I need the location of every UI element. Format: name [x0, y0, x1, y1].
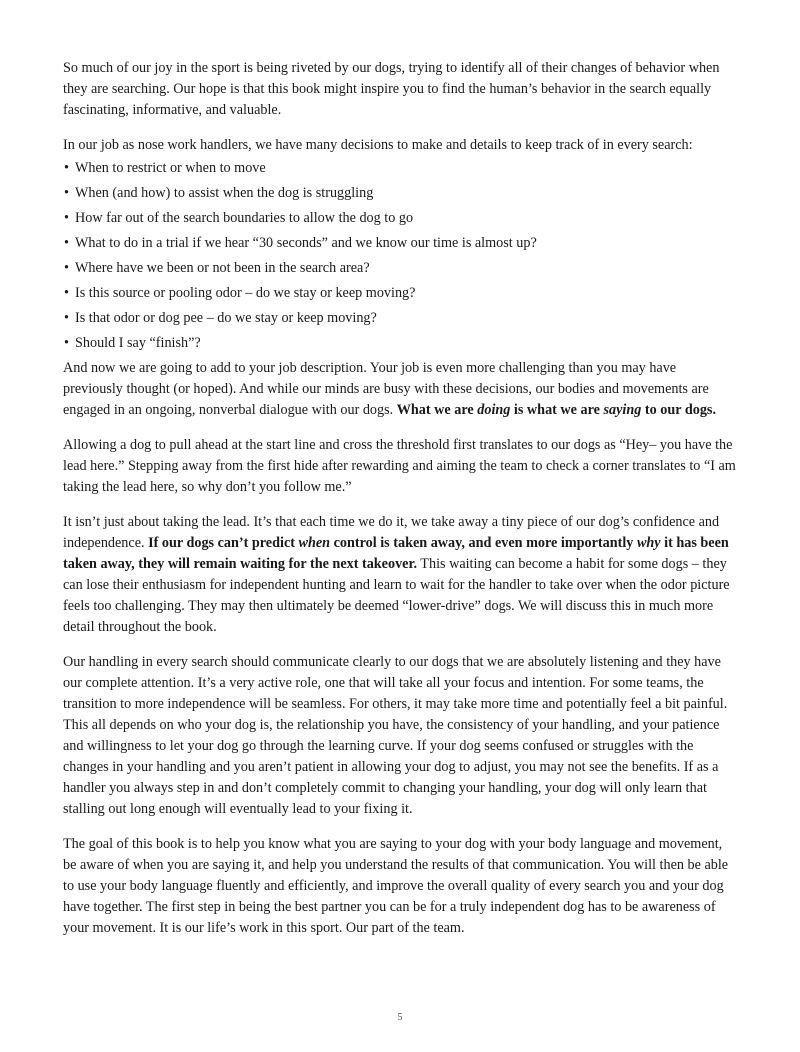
emphasis-italic-text: when — [298, 535, 331, 551]
emphasis-italic-text: doing — [477, 402, 511, 418]
list-item — [63, 283, 739, 304]
list-item — [63, 333, 739, 354]
list-item-text: Is this source or pooling odor – do we stay or keep moving? — [75, 285, 416, 301]
paragraph-text: This waiting can become a habit for some dogs – they can lose their enthusiasm for independent hunting and learn to wait for the handler to take over when the odor picture feels too challenging. They may then ultimately be deemed “lower-drive” dogs. We will discuss this in much more detail throughout the book. — [63, 556, 730, 635]
paragraph-handling: Our handling in every search should communicate clearly to our dogs that we are absolutely listening and they have our complete attention. It’s a very active role, one that will take all your focus and intention. For some teams, the transition to more independence will be seamless. For others, it may take more time and potentially feel a bit painful. This all depends on who your dog is, the relationship you have, the consistency of your handling, and your patience and willingness to let your dog go through the learning curve. If your dog seems confused or struggles with the changes in your handling and you aren’t patient in allowing your dog to adjust, you may not see the benefits. If as a handler you always step in and don’t completely commit to changing your handling, your dog will only learn that stalling out long enough will eventually lead to your fixing it. — [63, 654, 728, 817]
list-item-text: Should I say “finish”? — [75, 335, 201, 351]
list-item-text: Where have we been or not been in the search area? — [75, 260, 370, 276]
paragraph-text: It isn’t just about taking the lead. It’s that each time we do it, we take away a tiny piece of our dog’s confidence and independence. — [63, 514, 720, 551]
list-item — [63, 258, 739, 279]
emphasis-italic-text: saying — [603, 402, 642, 418]
list-item — [63, 308, 739, 329]
list-item-text: What to do in a trial if we hear “30 seconds” and we know our time is almost up? — [75, 235, 537, 251]
paragraph-lead-examples: Allowing a dog to pull ahead at the start line and cross the threshold first translates to our dogs as “Hey– you have the lead here.” Stepping away from the first hide after rewarding and aiming the team to check a corner translates to “I am taking the lead here, so why don’t you follow me.” — [63, 437, 736, 495]
list-item — [63, 208, 739, 229]
paragraph-decisions: In our job as nose work handlers, we have many decisions to make and details to keep track of in every search: — [63, 137, 693, 153]
decisions-list — [63, 158, 739, 354]
emphasis-text: What we are — [396, 402, 478, 418]
list-item-text: When (and how) to assist when the dog is struggling — [75, 185, 374, 201]
bullet-icon: • — [64, 235, 69, 251]
emphasis-text: to our dogs. — [641, 402, 716, 418]
page-number: 5 — [397, 1012, 403, 1023]
bullet-icon: • — [64, 160, 69, 176]
bullet-icon: • — [64, 210, 69, 226]
emphasis-text: it has been taken away, they will remain waiting for the next takeover. — [63, 535, 729, 572]
emphasis-text: control is taken away, and even more importantly — [330, 535, 637, 551]
list-item-text: When to restrict or when to move — [75, 160, 266, 176]
list-item-text: How far out of the search boundaries to allow the dog to go — [75, 210, 414, 226]
paragraph-job-description — [63, 358, 739, 421]
paragraph-goal: The goal of this book is to help you know what you are saying to your dog with your body language and movement, be aware of when you are saying it, and help you understand the results of that communication. You will then be able to use your body language fluently and efficiently, and improve the overall quality of every search you and your dog have together. The first step in being the best partner you can be for a truly independent dog has to be awareness of your movement. It is our life’s work in this sport. Our part of the team. — [63, 836, 729, 936]
paragraph-intro: So much of our joy in the sport is being riveted by our dogs, trying to identify all of their changes of behavior when they are searching. Our hope is that this book might inspire you to find the human’s behavior in the search equally fascinating, informative, and valuable. — [63, 60, 720, 118]
emphasis-text: is what we are — [510, 402, 604, 418]
bullet-icon: • — [64, 185, 69, 201]
bullet-icon: • — [64, 310, 69, 326]
bullet-icon: • — [64, 335, 69, 351]
emphasis-italic-text: why — [636, 535, 661, 551]
list-item — [63, 233, 739, 254]
paragraph-confidence — [63, 512, 739, 638]
emphasis-text: If our dogs can’t predict — [148, 535, 299, 551]
list-item — [63, 183, 739, 204]
bullet-icon: • — [64, 285, 69, 301]
paragraph-text: And now we are going to add to your job description. Your job is even more challenging than you may have previously thought (or hoped). And while our minds are busy with these decisions, our bodies and movements are engaged in an ongoing, nonverbal dialogue with our dogs. — [63, 360, 709, 418]
list-item — [63, 158, 739, 179]
list-item-text: Is that odor or dog pee – do we stay or keep moving? — [75, 310, 377, 326]
page-body — [63, 58, 739, 953]
bullet-icon: • — [64, 260, 69, 276]
